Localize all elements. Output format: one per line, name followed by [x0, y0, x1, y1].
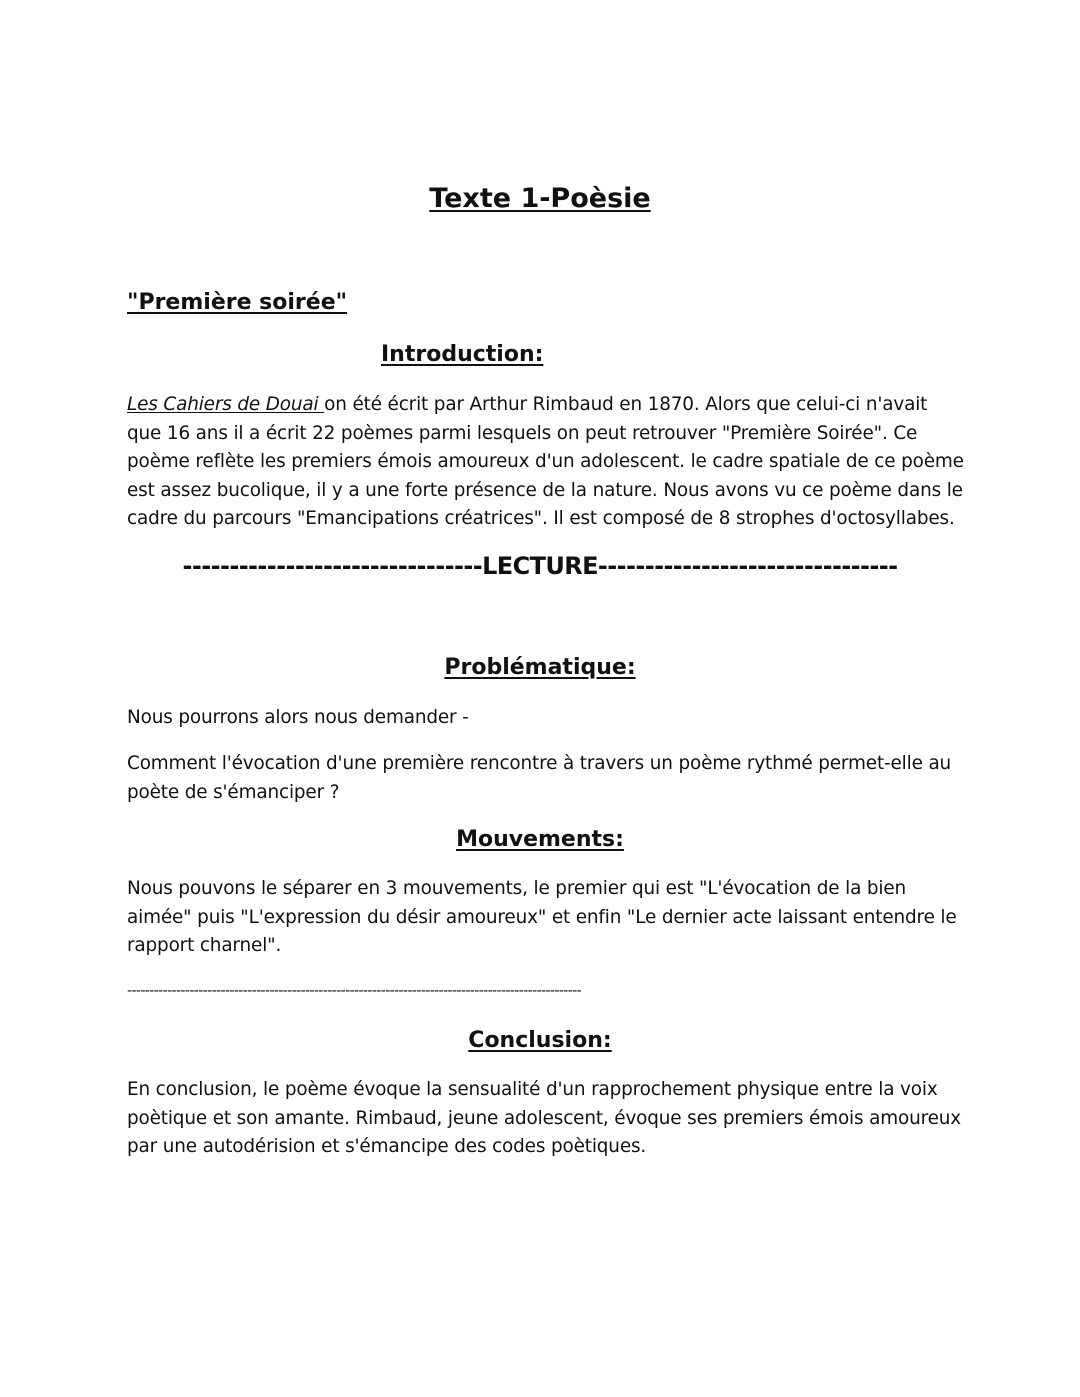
introduction-text: on été écrit par Arthur Rimbaud en 1870. Alors que celui-ci n'avait que 16 ans il a écrit 22 poèmes parmi lesquels on peut retrouver "Première Soirée". Ce poème reflète les premiers émois amoureux d'un adolescent. le cadre spatiale de ce poème est assez bucolique, il y a une forte présence de la nature. Nous avons vu ce poème dans le cadre du parcours "Emancipations créatrices". Il est composé de 8 strophes d'octosyllabes.: [127, 394, 964, 530]
introduction-heading: Introduction:: [381, 342, 544, 367]
mouvements-paragraph: Nous pouvons le séparer en 3 mouvements, le premier qui est "L'évocation de la bien aimée" puis "L'expression du désir amoureux" et enfin "Le dernier acte laissant entendre le rapport charnel".: [127, 878, 957, 957]
book-title: Les Cahiers de Douai: [127, 394, 325, 415]
mouvements-heading: Mouvements:: [456, 827, 624, 852]
dashed-separator: ------------------------------------------------------------------------------------------------------: [127, 983, 582, 999]
problematique-question: Comment l'évocation d'une première rencontre à travers un poème rythmé permet-elle au poète de s'émanciper ?: [127, 753, 952, 803]
document-title: Texte 1-Poèsie: [429, 183, 651, 214]
lecture-divider: --------------------------------LECTURE--------------------------------: [182, 552, 898, 580]
conclusion-paragraph: En conclusion, le poème évoque la sensualité d'un rapprochement physique entre la voix poètique et son amante. Rimbaud, jeune adolescent, évoque ses premiers émois amoureux par une autodérision et s'émancipe des codes poètiques.: [127, 1079, 962, 1158]
introduction-paragraph: [127, 391, 967, 534]
conclusion-heading: Conclusion:: [468, 1028, 612, 1053]
problematique-lead: Nous pourrons alors nous demander -: [127, 707, 469, 728]
problematique-heading: Problématique:: [444, 655, 636, 680]
poem-title: "Première soirée": [127, 290, 348, 315]
